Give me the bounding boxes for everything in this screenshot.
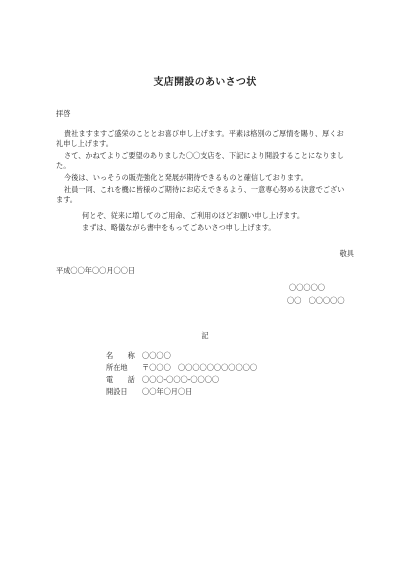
detail-phone-row bbox=[106, 375, 219, 384]
salutation: 拝啓 bbox=[56, 109, 71, 118]
body-paragraph-5 bbox=[56, 211, 356, 221]
paragraph-line: 今後は、いっそうの販売強化と発展が期待できるものと確信しております。 bbox=[64, 173, 308, 182]
paragraph-line: 礼申し上げます。 bbox=[56, 139, 113, 148]
detail-name-label: 名 称 bbox=[106, 351, 135, 360]
body-paragraph-1 bbox=[56, 129, 356, 149]
ki-marker: 記 bbox=[201, 331, 209, 340]
detail-phone-label: 電 話 bbox=[106, 375, 135, 384]
sender-company: 〇〇〇〇〇 bbox=[289, 283, 325, 292]
detail-phone-value: 〇〇〇-〇〇〇-〇〇〇〇 bbox=[142, 375, 220, 384]
paragraph-line: 貴社ますますご盛栄のこととお喜び申し上げます。平素は格別のご厚情を賜り、厚くお bbox=[64, 129, 344, 138]
detail-name-row bbox=[106, 351, 171, 360]
body-paragraph-3 bbox=[56, 173, 356, 183]
detail-address-row bbox=[106, 363, 257, 372]
paragraph-line: た。 bbox=[56, 161, 71, 170]
body-paragraph-4 bbox=[56, 185, 356, 205]
closing: 敬具 bbox=[339, 249, 354, 258]
document-title: 支店開設のあいさつ状 bbox=[153, 77, 257, 88]
body-paragraph-6 bbox=[56, 223, 356, 233]
paragraph-line: さて、かねてよりご要望のありました〇〇支店を、下記により開設することになりまし bbox=[64, 151, 344, 160]
detail-opening-value: 〇〇年〇月〇日 bbox=[142, 387, 193, 396]
paragraph-line: 何とぞ、従来に増してのご用命、ご利用のほどお願い申し上げます。 bbox=[82, 211, 305, 220]
letter-date: 平成〇〇年〇〇月〇〇日 bbox=[56, 266, 136, 275]
detail-address-label: 所在地 bbox=[106, 363, 128, 372]
detail-name-value: 〇〇〇〇 bbox=[142, 351, 171, 360]
paragraph-line: 社員一同、これを機に皆様のご期待にお応えできるよう、一意専心努める決意でござい bbox=[64, 185, 345, 194]
detail-opening-row bbox=[106, 387, 192, 396]
paragraph-line: まずは、略儀ながら書中をもってごあいさつ申し上げます。 bbox=[82, 223, 276, 232]
sender-name: 〇〇 〇〇〇〇〇 bbox=[287, 296, 345, 305]
body-paragraph-2 bbox=[56, 151, 356, 171]
detail-address-value: 〒〇〇〇 〇〇〇〇〇〇〇〇〇〇〇 bbox=[142, 363, 258, 372]
paragraph-line: ます。 bbox=[56, 195, 77, 204]
detail-opening-label: 開設日 bbox=[106, 387, 128, 396]
